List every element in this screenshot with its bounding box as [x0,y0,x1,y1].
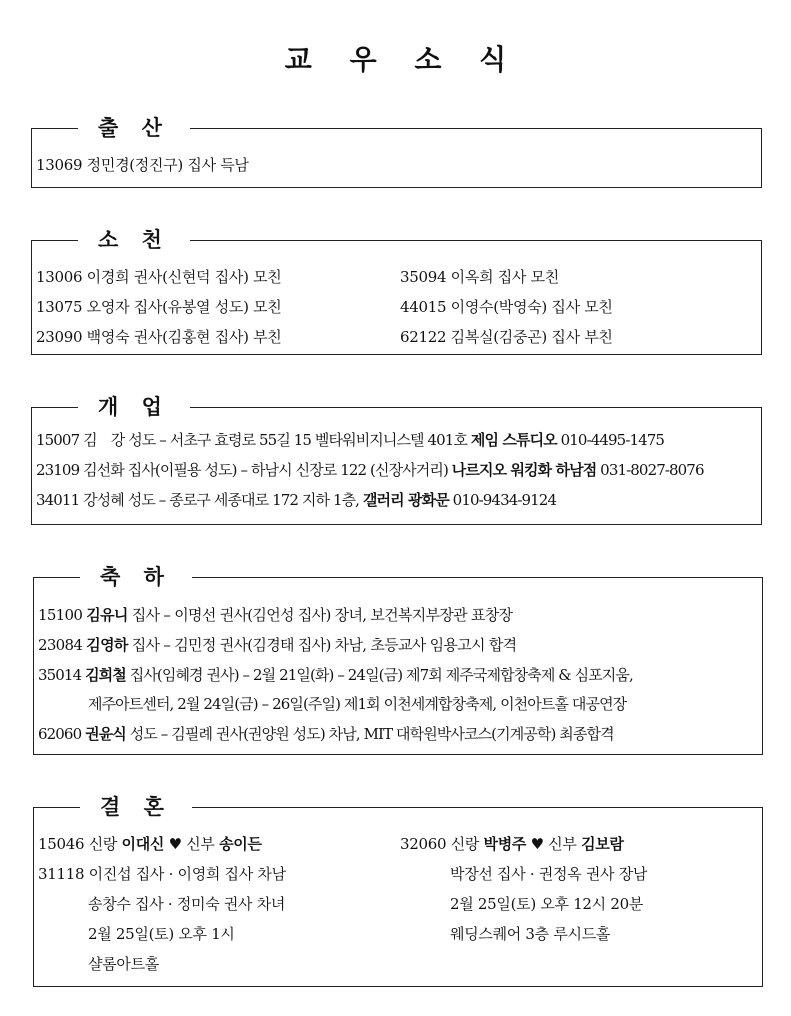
member-code: 35014 [38,666,86,684]
congrats-text: 집사(임혜경 권사) – 2월 21일(화) – 24일(금) 제7회 제주국제합창축제 & 심포지움, [125,666,633,684]
bride-label: 신부 [186,835,215,853]
business-item [36,490,556,510]
congrats-item-continued [88,694,626,714]
bride-name: 김보람 [581,835,624,853]
death-item: 23090 백영숙 권사(김홍현 집사) 부친 [36,328,282,346]
wedding-detail: 2월 25일(토) 오후 12시 20분 [450,895,644,913]
congrats-item [38,635,516,655]
wedding-detail: 송창수 집사 · 정미숙 권사 차녀 [88,895,286,913]
business-item-text: 34011 강성혜 성도 – 종로구 세종대로 172 지하 1층, [36,491,363,509]
section-wedding [33,794,763,987]
birth-item: 13069 정민경(정진구) 집사 득남 [36,156,249,174]
business-name: 나르지오 워킹화 하남점 [451,461,597,479]
section-heading-wedding: 결 혼 [80,794,192,820]
member-name: 김유니 [86,606,128,624]
congrats-item [38,605,512,625]
wedding-detail: 샬롬아트홀 [88,955,159,973]
death-item: 13006 이경희 권사(신현덕 집사) 모친 [36,268,282,286]
member-code: 15046 [38,835,85,853]
congrats-text: 집사 – 김민정 권사(김경태 집사) 차남, 초등교사 임용고시 합격 [127,636,517,654]
congrats-text: 성도 – 김필례 권사(권양원 성도) 차남, MIT 대학원박사코스(기계공학) 최종합격 [125,725,614,743]
page-title: 교 우 소 식 [284,43,521,76]
business-phone: 010-9434-9124 [448,491,557,509]
congrats-item [38,724,614,744]
death-item: 35094 이옥희 집사 모친 [400,268,559,286]
section-heading-business: 개 업 [78,394,190,420]
member-code: 32060 [400,835,447,853]
section-congrats [33,564,763,755]
groom-label: 신랑 [450,835,480,853]
bride-name: 송이든 [219,835,262,853]
section-heading-congrats: 축 하 [80,564,192,590]
business-item-text: 23109 김선화 집사(이필용 성도) – 하남시 신장로 122 (신장사거리) [36,461,452,479]
business-item [36,460,704,480]
wedding-couple [38,834,262,854]
groom-name: 박병주 [483,835,527,853]
bride-label: 신부 [548,835,577,853]
section-birth [31,115,762,188]
death-item: 44015 이영수(박영숙) 집사 모친 [400,298,613,316]
member-name: 권윤식 [85,725,126,743]
section-heading-birth: 출 산 [78,115,190,141]
congrats-text: 집사 – 이명선 권사(김언성 집사) 장녀, 보건복지부장관 표창장 [127,606,513,624]
section-death [31,227,762,355]
member-name: 김영하 [86,636,128,654]
business-name: 갤러리 광화문 [362,491,449,509]
wedding-detail: 웨딩스퀘어 3층 루시드홀 [450,925,611,943]
business-item-text: 15007 김 강 성도 – 서초구 효령로 55길 15 벨타워비지니스텔 401호 [36,431,471,449]
wedding-detail: 31118 이진섭 집사 · 이영희 집사 차남 [38,865,286,883]
wedding-detail: 2월 25일(토) 오후 1시 [88,925,235,943]
heart-icon: ♥ [530,835,544,853]
wedding-couple [400,834,624,854]
business-phone: 010-4495-1475 [556,431,665,449]
business-item [36,430,664,450]
congrats-item [38,665,633,685]
heart-icon: ♥ [168,835,182,853]
member-name: 김희철 [85,666,126,684]
section-heading-death: 소 천 [78,227,190,253]
member-code: 23084 [38,636,87,654]
business-name: 제임 스튜디오 [470,431,557,449]
section-business [31,394,762,525]
member-code: 15100 [38,606,87,624]
death-item: 13075 오영자 집사(유봉열 성도) 모친 [36,298,282,316]
death-item: 62122 김복실(김중곤) 집사 부친 [400,328,613,346]
congrats-text: 제주아트센터, 2월 24일(금) – 26일(주일) 제1회 이천세계합창축제, 이천아트홀 대공연장 [88,695,627,713]
business-phone: 031-8027-8076 [596,461,704,479]
member-code: 62060 [38,725,86,743]
groom-label: 신랑 [88,835,118,853]
groom-name: 이대신 [121,835,165,853]
wedding-detail: 박장선 집사 · 권정옥 권사 장남 [450,865,648,883]
